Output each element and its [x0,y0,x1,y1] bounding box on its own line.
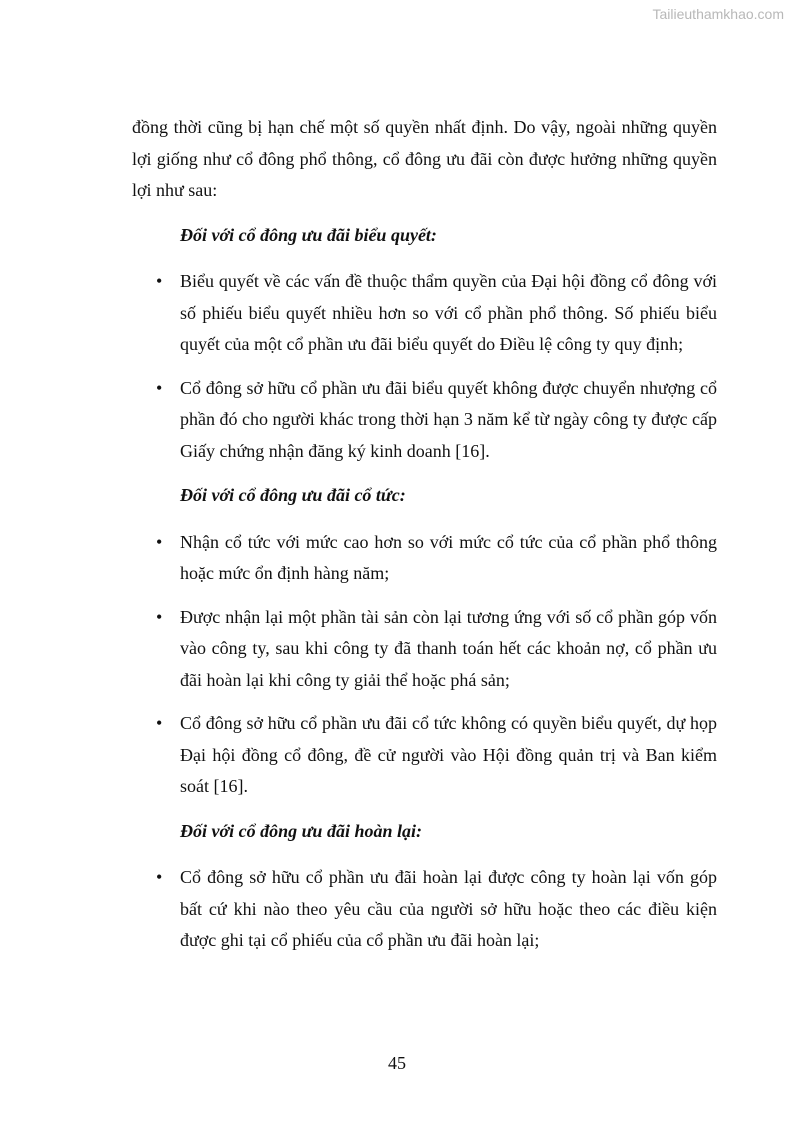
list-item [132,602,717,697]
dividend-rights-list [132,527,717,803]
section-heading-dividend: Đối với cổ đông ưu đãi cổ tức: [180,485,406,505]
bullet-icon: • [156,377,163,398]
document-body [132,112,717,970]
list-item [132,527,717,590]
list-item-text: Biểu quyết về các vấn đề thuộc thẩm quyền của Đại hội đồng cổ đông với số phiếu biểu quyết nhiều hơn so với cổ phần phổ thông. Số phiếu biểu quyết của một cổ phần ưu đãi biểu quyết do Điều lệ công ty quy định; [180,271,717,354]
bullet-icon: • [156,867,163,887]
list-item-text: Cổ đông sở hữu cổ phần ưu đãi biểu quyết không được chuyển nhượng cổ phần đó cho người khác trong thời hạn 3 năm kể từ ngày công ty được cấp Giấy chứng nhận đăng ký kinh doanh [16]. [180,377,717,461]
voting-rights-list [132,266,717,467]
list-item-text: Cổ đông sở hữu cổ phần ưu đãi cổ tức không có quyền biểu quyết, dự họp Đại hội đồng cổ đông, đề cử người vào Hội đồng quản trị và Ban kiểm soát [16]. [180,713,717,796]
bullet-icon: • [156,271,163,291]
intro-paragraph: đồng thời cũng bị hạn chế một số quyền nhất định. Do vậy, ngoài những quyền lợi giống như cổ đông phổ thông, cổ đông ưu đãi còn được hưởng những quyền lợi như sau: [132,117,717,200]
list-item [132,708,717,803]
list-item [132,862,717,957]
list-item-text: Nhận cổ tức với mức cao hơn so với mức cổ tức của cổ phần phổ thông hoặc mức ổn định hàng năm; [180,531,717,583]
page-number: 45 [388,1053,406,1073]
redeemable-rights-list [132,862,717,957]
list-item-text: Được nhận lại một phần tài sản còn lại tương ứng với số cổ phần góp vốn vào công ty, sau khi công ty đã thanh toán hết các khoản nợ, cổ phần ưu đãi hoàn lại khi công ty giải thể hoặc phá sản; [180,606,717,690]
list-item [132,266,717,361]
list-item-text: Cổ đông sở hữu cổ phần ưu đãi hoàn lại được công ty hoàn lại vốn góp bất cứ khi nào theo yêu cầu của người sở hữu hoặc theo các điều kiện được ghi tại cổ phiếu của cổ phần ưu đãi hoàn lại; [180,867,717,950]
bullet-icon: • [156,531,163,552]
watermark: Tailieuthamkhao.com [652,6,784,22]
bullet-icon: • [156,713,163,733]
section-heading-voting: Đối với cổ đông ưu đãi biểu quyết: [180,224,437,245]
section-heading-redeemable: Đối với cổ đông ưu đãi hoàn lại: [180,820,422,841]
list-item [132,373,717,468]
bullet-icon: • [156,606,163,627]
